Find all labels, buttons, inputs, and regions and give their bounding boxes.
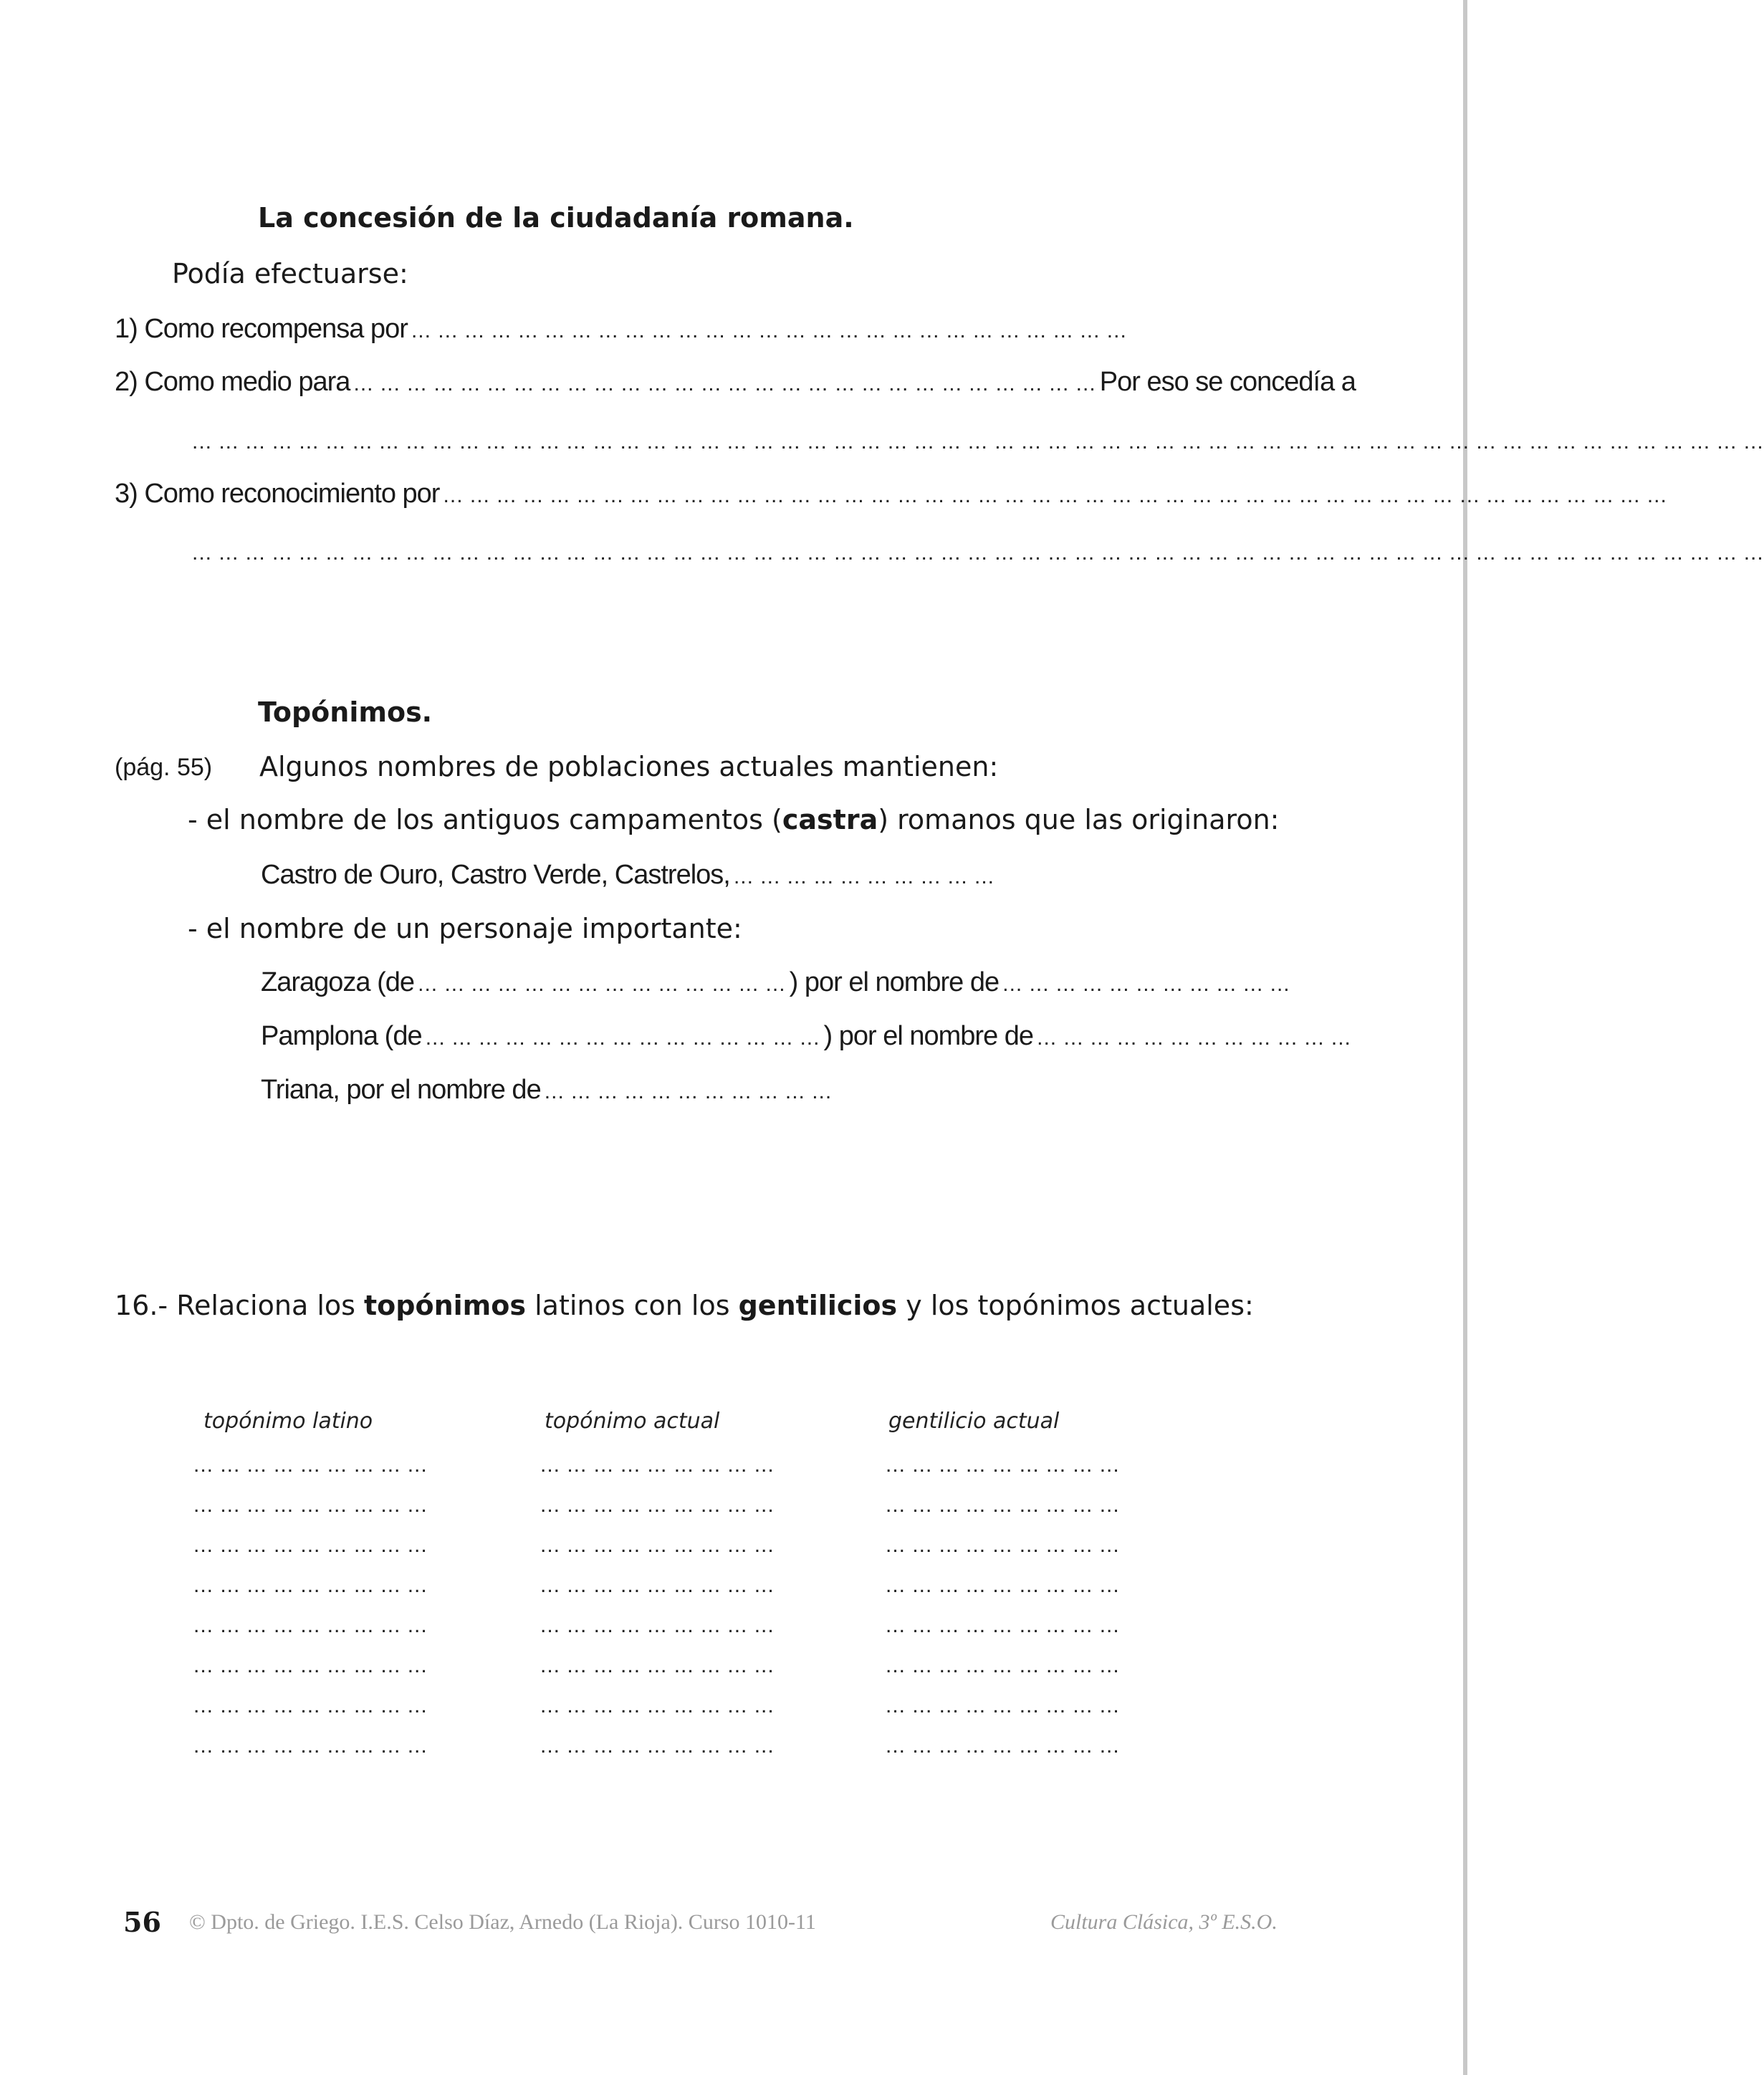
answer-blank-latino: ... ... ... ... ... ... ... ... ... (193, 1694, 428, 1717)
answer-blank-gentilicio: ... ... ... ... ... ... ... ... ... (886, 1654, 1120, 1677)
answer-blank-latino: ... ... ... ... ... ... ... ... ... (193, 1573, 428, 1597)
bullet-castra-pre: - el nombre de los antiguos campamentos ( (188, 804, 782, 835)
answer-blank-gentilicio: ... ... ... ... ... ... ... ... ... (886, 1694, 1120, 1717)
section-intro: Podía efectuarse: (172, 258, 408, 289)
bullet-personaje: - el nombre de un personaje importante: (188, 913, 742, 944)
castra-examples-blank: ... ... ... ... ... ... ... ... ... ... (733, 865, 995, 888)
answer-blank-actual: ... ... ... ... ... ... ... ... ... (540, 1493, 775, 1517)
item-2-blank-line2: ... ... ... ... ... ... ... ... ... ... ... ... ... ... ... ... ... ... ... ... ... ... ... ... ... ... ... ... ... ... ... ... ... ... ... ... ... ... ... ... ... ... ... ... ... ... ... ... ... ... ... ... ... ... ... ... ... ... ... (192, 430, 1764, 454)
bullet-castra (188, 804, 1279, 835)
item-2-blank: ... ... ... ... ... ... ... ... ... ... ... ... ... ... ... ... ... ... ... ... ... ... ... ... ... ... ... ... (353, 372, 1096, 396)
pamplona-blank: ... ... ... ... ... ... ... ... ... ... ... ... ... ... ... (425, 1026, 820, 1050)
zaragoza-mid: ) por el nombre de (789, 967, 1000, 997)
answer-blank-latino: ... ... ... ... ... ... ... ... ... (193, 1493, 428, 1517)
zaragoza-label: Zaragoza (de (261, 967, 415, 997)
item-3-label: 3) Como reconocimiento por (115, 479, 440, 509)
page-reference: (pág. 55) (115, 754, 213, 781)
triana-line (261, 1075, 832, 1106)
triana-blank: ... ... ... ... ... ... ... ... ... ... ... (544, 1080, 833, 1103)
castra-examples: Castro de Ouro, Castro Verde, Castrelos, (261, 860, 730, 890)
answer-blank-gentilicio: ... ... ... ... ... ... ... ... ... (886, 1493, 1120, 1517)
item-1-blank: ... ... ... ... ... ... ... ... ... ... ... ... ... ... ... ... ... ... ... ... ... ... ... ... ... ... ... (411, 319, 1127, 342)
page-number: 56 (123, 1906, 161, 1938)
answer-blank-actual: ... ... ... ... ... ... ... ... ... (540, 1654, 775, 1677)
footer-course: Cultura Clásica, 3º E.S.O. (1050, 1910, 1278, 1934)
answer-blank-actual: ... ... ... ... ... ... ... ... ... (540, 1614, 775, 1637)
bullet-castra-post: ) romanos que las originaron: (878, 804, 1280, 835)
answer-blank-actual: ... ... ... ... ... ... ... ... ... (540, 1533, 775, 1557)
answer-blank-gentilicio: ... ... ... ... ... ... ... ... ... (886, 1614, 1120, 1637)
item-1-line (115, 314, 1127, 345)
answer-blank-latino: ... ... ... ... ... ... ... ... ... (193, 1734, 428, 1758)
pamplona-mid: ) por el nombre de (823, 1021, 1034, 1051)
exercise-text-pre: Relaciona los (176, 1290, 355, 1321)
answer-blank-actual: ... ... ... ... ... ... ... ... ... (540, 1453, 775, 1477)
column-header-gentilicio-actual: gentilicio actual (888, 1409, 1060, 1434)
footer-credit: © Dpto. de Griego. I.E.S. Celso Díaz, Arnedo (La Rioja). Curso 1010-11 (189, 1910, 816, 1934)
exercise-text-post: y los topónimos actuales: (906, 1290, 1254, 1321)
answer-blank-actual: ... ... ... ... ... ... ... ... ... (540, 1573, 775, 1597)
item-3-line (115, 479, 1667, 509)
pamplona-blank-2: ... ... ... ... ... ... ... ... ... ... ... ... (1037, 1026, 1351, 1050)
answer-blank-latino: ... ... ... ... ... ... ... ... ... (193, 1614, 428, 1637)
section-title-toponimos: Topónimos. (258, 696, 433, 728)
exercise-16-instruction (115, 1290, 1254, 1321)
answer-blank-gentilicio: ... ... ... ... ... ... ... ... ... (886, 1453, 1120, 1477)
item-2-suffix: Por eso se concedía a (1099, 367, 1356, 397)
toponimos-intro: Algunos nombres de poblaciones actuales mantienen: (259, 751, 999, 782)
answer-blank-actual: ... ... ... ... ... ... ... ... ... (540, 1734, 775, 1758)
answer-blank-gentilicio: ... ... ... ... ... ... ... ... ... (886, 1573, 1120, 1597)
item-2-line (115, 367, 1356, 398)
exercise-text-mid: latinos con los (535, 1290, 730, 1321)
zaragoza-blank-2: ... ... ... ... ... ... ... ... ... ... ... (1002, 972, 1290, 996)
triana-label: Triana, por el nombre de (261, 1075, 541, 1105)
item-1-label: 1) Como recompensa por (115, 314, 408, 344)
pamplona-label: Pamplona (de (261, 1021, 422, 1051)
answer-blank-latino: ... ... ... ... ... ... ... ... ... (193, 1654, 428, 1677)
exercise-bold-toponimos: topónimos (364, 1290, 526, 1321)
zaragoza-line (261, 967, 1290, 998)
exercise-number: 16.- (115, 1290, 168, 1321)
item-3-blank-line2: ... ... ... ... ... ... ... ... ... ... ... ... ... ... ... ... ... ... ... ... ... ... ... ... ... ... ... ... ... ... ... ... ... ... ... ... ... ... ... ... ... ... ... ... ... ... ... ... ... ... ... ... ... ... ... ... ... ... ... (192, 541, 1764, 565)
column-header-toponimo-actual: topónimo actual (545, 1409, 720, 1434)
zaragoza-blank: ... ... ... ... ... ... ... ... ... ... ... ... ... ... (418, 972, 786, 996)
answer-blank-latino: ... ... ... ... ... ... ... ... ... (193, 1533, 428, 1557)
answer-blank-actual: ... ... ... ... ... ... ... ... ... (540, 1694, 775, 1717)
answer-blank-latino: ... ... ... ... ... ... ... ... ... (193, 1453, 428, 1477)
pamplona-line (261, 1021, 1351, 1052)
answer-blank-gentilicio: ... ... ... ... ... ... ... ... ... (886, 1734, 1120, 1758)
item-2-label: 2) Como medio para (115, 367, 350, 397)
column-header-toponimo-latino: topónimo latino (203, 1409, 373, 1434)
section-title-ciudadania: La concesión de la ciudadanía romana. (258, 202, 854, 234)
page-edge (1463, 0, 1467, 2075)
answer-blank-gentilicio: ... ... ... ... ... ... ... ... ... (886, 1533, 1120, 1557)
bullet-castra-bold: castra (782, 804, 878, 835)
castra-examples-line (261, 860, 994, 891)
exercise-bold-gentilicios: gentilicios (738, 1290, 898, 1321)
item-3-blank: ... ... ... ... ... ... ... ... ... ... ... ... ... ... ... ... ... ... ... ... ... ... ... ... ... ... ... ... ... ... ... ... ... ... ... ... ... ... ... ... ... ... ... ... ... ... (443, 484, 1667, 507)
